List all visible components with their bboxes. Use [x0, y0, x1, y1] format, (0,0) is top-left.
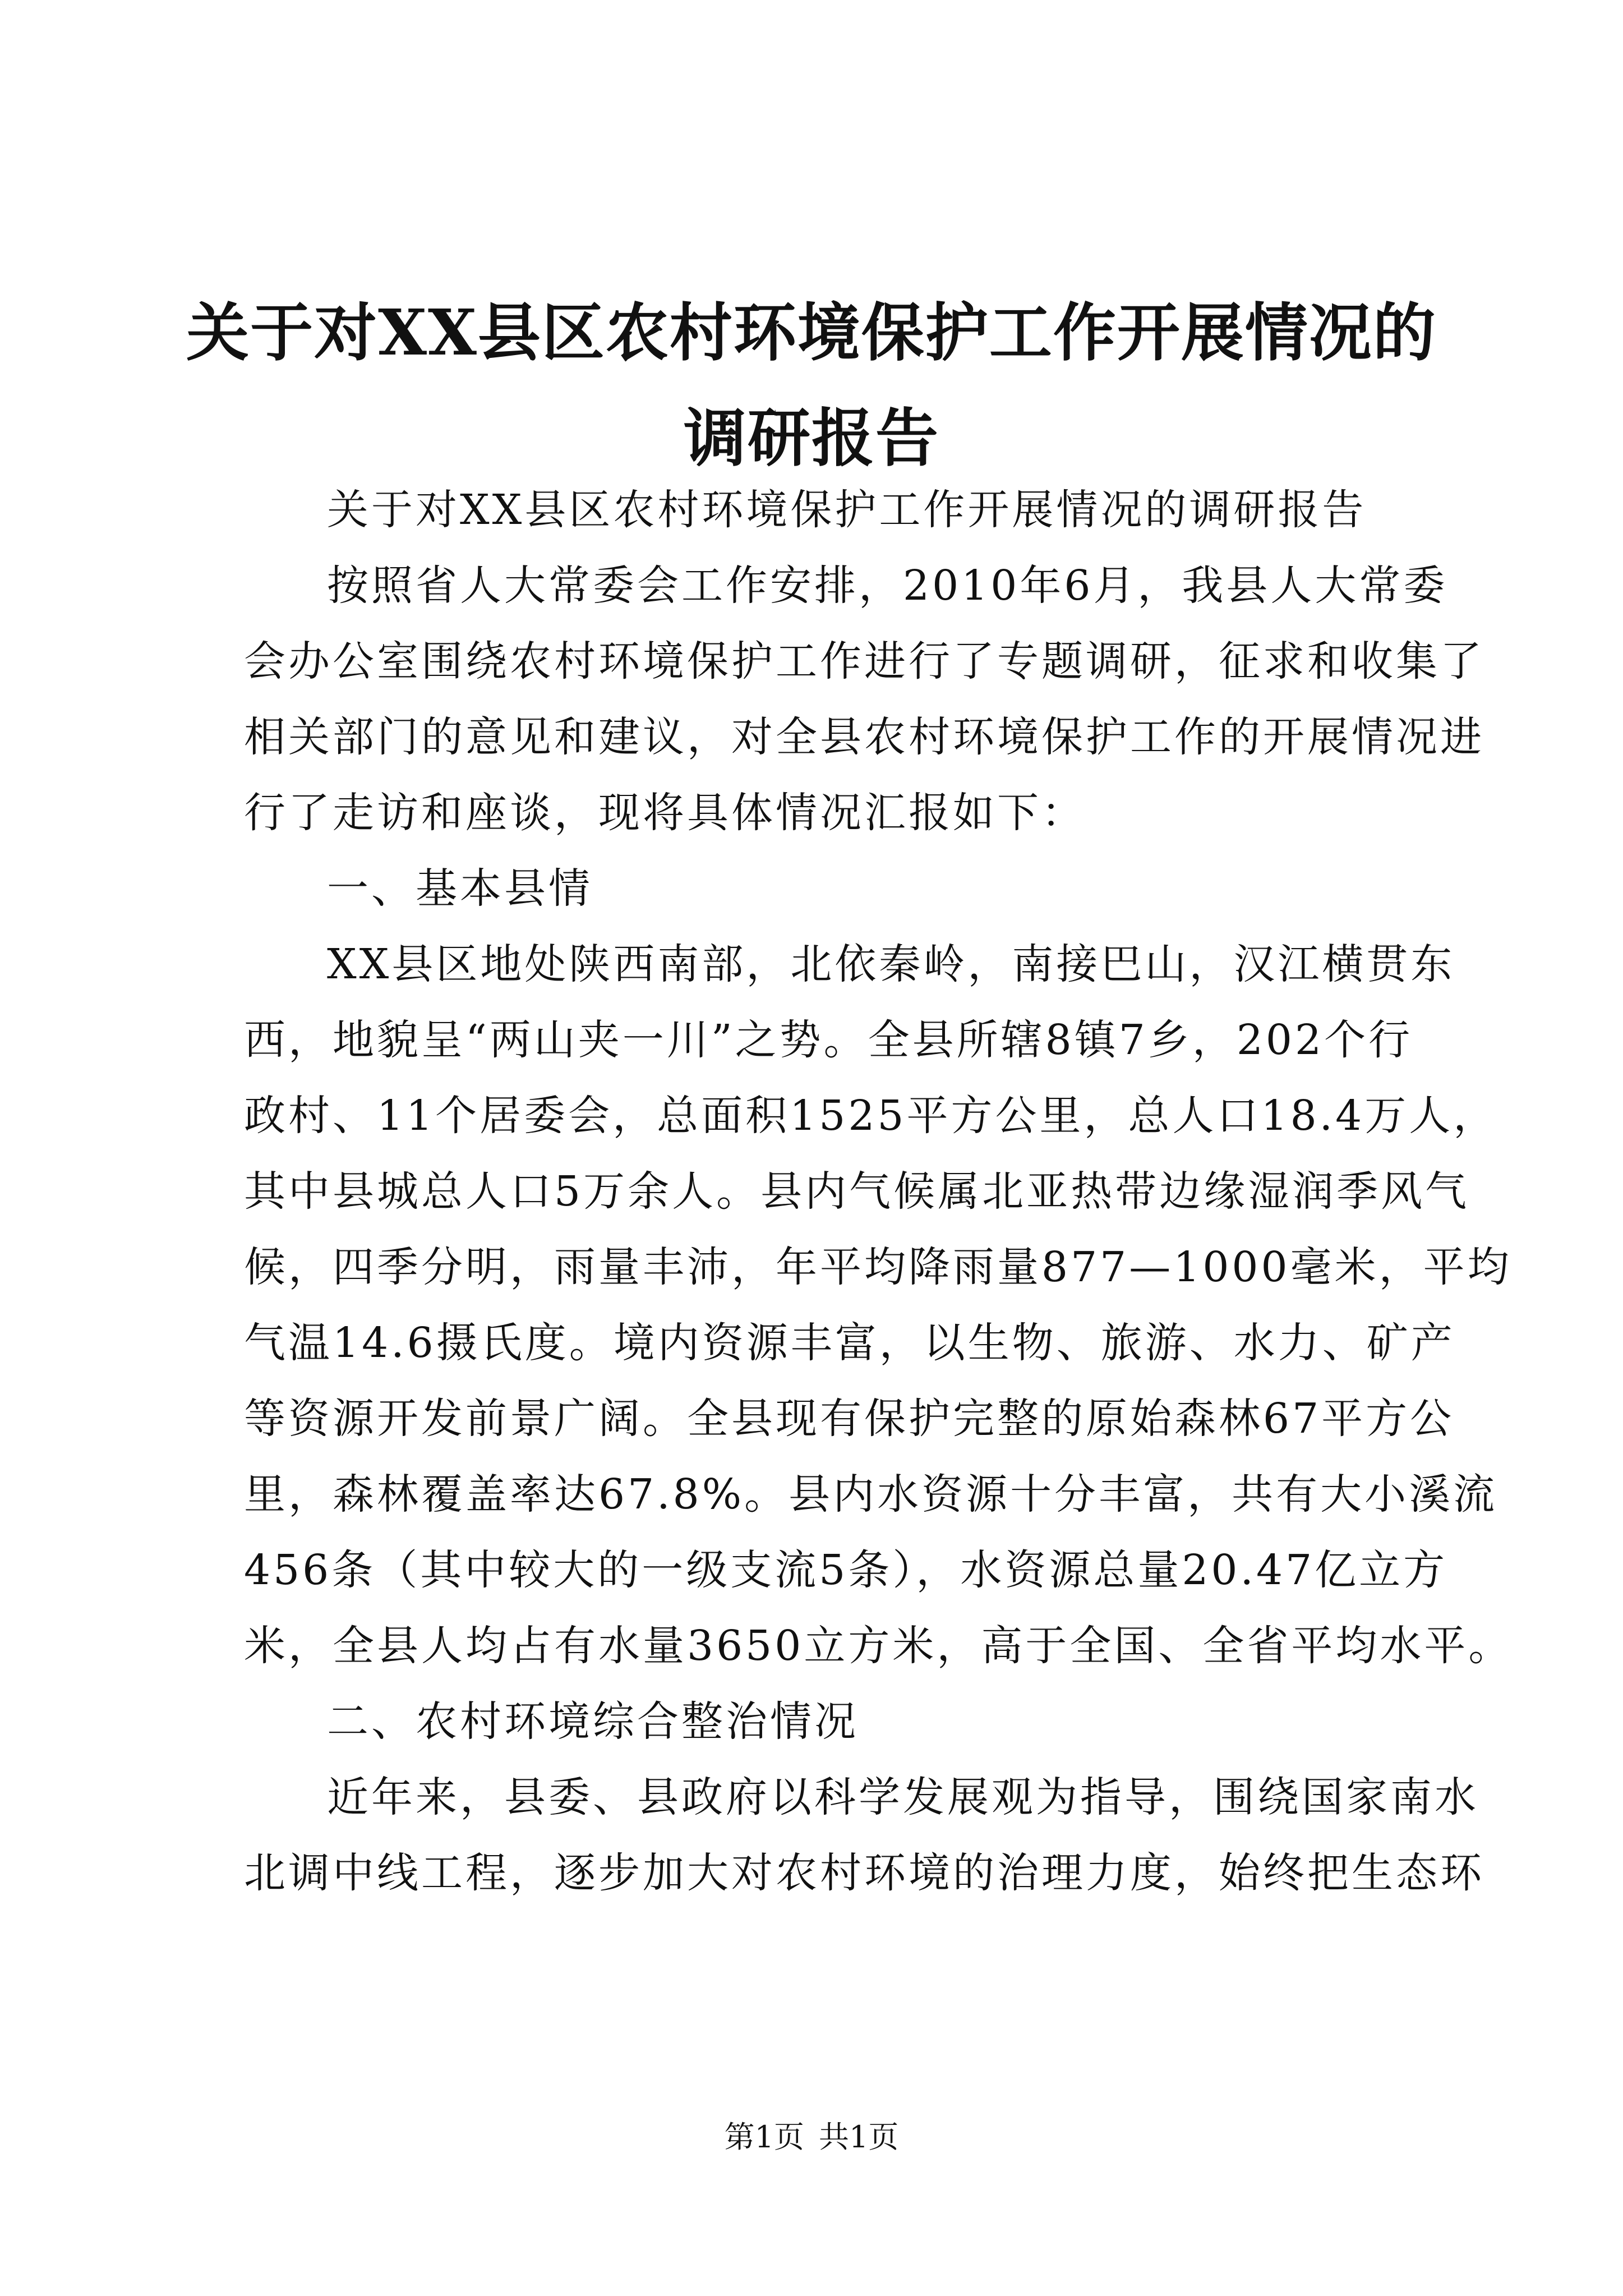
text-line: 北调中线工程，逐步加大对农村环境的治理力度，始终把生态环 — [244, 1849, 1484, 1897]
text-line: 相关部门的意见和建议，对全县农村环境保护工作的开展情况进 — [244, 713, 1484, 761]
text-line: 关于对XX县区农村环境保护工作开展情况的调研报告 — [327, 486, 1367, 534]
page-footer — [0, 2118, 1623, 2157]
document-body — [244, 472, 1513, 1911]
text-line: 456条（其中较大的一级支流5条），水资源总量20.47亿立方 — [244, 1546, 1448, 1594]
text-line: 政村、11个居委会，总面积1525平方公里，总人口18.4万人， — [244, 1092, 1498, 1140]
title-line: 调研报告 — [684, 402, 939, 475]
title-line: 关于对XX县区农村环境保护工作开展情况的 — [186, 296, 1437, 370]
text-line: 会办公室围绕农村环境保护工作进行了专题调研，征求和收集了 — [244, 637, 1484, 685]
text-line: 其中县城总人口5万余人。县内气候属北亚热带边缘湿润季风气 — [244, 1167, 1470, 1216]
text-line: 按照省人大常委会工作安排，2010年6月，我县人大常委 — [327, 562, 1448, 610]
document-title — [185, 280, 1438, 491]
text-line: 一、基本县情 — [327, 864, 593, 913]
text-line: 候，四季分明，雨量丰沛，年平均降雨量877—1000毫米，平均 — [244, 1243, 1512, 1291]
text-line: 米，全县人均占有水量3650立方米，高于全国、全省平均水平。 — [244, 1622, 1513, 1670]
page-number: 第1页 — [724, 2119, 804, 2155]
text-line: 二、农村环境综合整治情况 — [327, 1697, 859, 1746]
text-line: 气温14.6摄氏度。境内资源丰富，以生物、旅游、水力、矿产 — [244, 1319, 1455, 1367]
page-total: 共1页 — [819, 2119, 899, 2155]
text-line: 里，森林覆盖率达67.8%。县内水资源十分丰富，共有大小溪流 — [244, 1470, 1498, 1519]
text-line: 近年来，县委、县政府以科学发展观为指导，围绕国家南水 — [327, 1773, 1479, 1821]
text-line: 西，地貌呈“两山夹一川”之势。全县所辖8镇7乡，202个行 — [244, 1016, 1413, 1064]
text-line: 等资源开发前景广阔。全县现有保护完整的原始森林67平方公 — [244, 1395, 1455, 1443]
text-line: XX县区地处陕西南部，北依秦岭，南接巴山，汉江横贯东 — [327, 940, 1455, 988]
text-line: 行了走访和座谈，现将具体情况汇报如下： — [244, 789, 1086, 837]
